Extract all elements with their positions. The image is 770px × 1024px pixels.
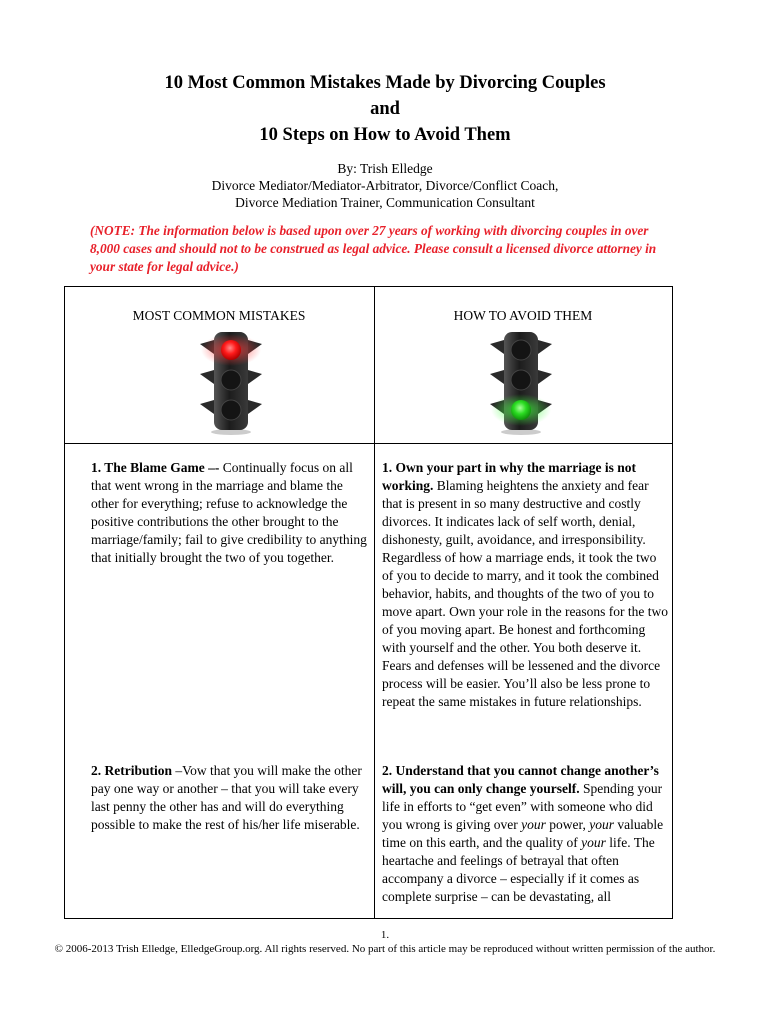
red-traffic-light-icon xyxy=(194,330,268,436)
avoid-2-text-c: valuable time on this earth, and the quality of xyxy=(382,817,664,850)
legal-note: (NOTE: The information below is based upon over 27 years of working with divorcing couples in over 8,000 cases and should not to be construed as legal advice. Please consult a licensed divorce attorney in your state for legal advice.) xyxy=(90,223,657,274)
avoid-1-text: Blaming heightens the anxiety and fear that is present in so many destructive and costly divorces. It indicates lack of self worth, denial, dishonesty, guilt, avoidance, and irresponsibility. Regardless of how a marriage ends, it took the two of you to decide to marry, and it took the combined behavior, habits, and thoughts of the two of you to move apart. Own your role in the reasons for the two of you moving apart. Be honest and forthcoming with yourself and the other. You both deserve it. Fears and defenses will be lessened and the divorce process will be easier. You’ll also be less prone to repeat the same mistakes in future relationships. xyxy=(382,478,669,709)
credentials-line-1: Divorce Mediator/Mediator-Arbitrator, Divorce/Conflict Coach, xyxy=(211,178,559,193)
mistake-2 xyxy=(91,762,369,834)
mistake-2-title: 2. Retribution xyxy=(91,763,172,778)
avoid-2-text-b: power, xyxy=(545,817,590,832)
mistake-1 xyxy=(91,459,369,567)
mistake-2-text: –Vow that you will make the other pay one way or another – that you will take every last penny the other has and will do everything possible to make the rest of his/her life miserable. xyxy=(91,763,362,832)
mistake-1-title: 1. The Blame Game –- xyxy=(91,460,220,475)
avoid-2-title: 2. Understand that you cannot change another’s will, you can only change yourself. xyxy=(382,763,659,796)
avoid-2-text-d: life. The heartache and feelings of betrayal that often accompany a divorce – especially if it comes as complete surprise – can be devastating, all xyxy=(382,835,655,904)
copyright-notice: © 2006-2013 Trish Elledge, ElledgeGroup.org. All rights reserved. No part of this article may be reproduced without written permission of the author. xyxy=(54,943,716,955)
avoid-2-emphasis-2: your xyxy=(589,817,614,832)
table-divider-column xyxy=(374,286,375,918)
avoid-1 xyxy=(382,459,670,711)
mistake-1-text: Continually focus on all that went wrong in the marriage and blame the other for everything; refuse to acknowledge the positive contributions the other brought to the marriage/family; fail to give credibility to anything that initially brought the two of you together. xyxy=(91,460,367,565)
title-line-1: 10 Most Common Mistakes Made by Divorcing Couples xyxy=(164,73,606,93)
green-traffic-light-icon xyxy=(484,330,558,436)
avoid-2-text-a: Spending your life in efforts to “get even” with someone who did you wrong is giving over xyxy=(382,781,663,832)
document-title xyxy=(0,70,770,148)
table-border-bottom xyxy=(64,918,673,919)
table-border-left xyxy=(64,286,65,918)
avoid-2-emphasis-1: your xyxy=(521,817,546,832)
table-border-right xyxy=(672,286,673,918)
table-border-top xyxy=(64,286,673,287)
page-number: 1. xyxy=(380,929,390,941)
title-line-2: and xyxy=(370,99,400,119)
byline xyxy=(0,160,770,211)
column-header-avoid: HOW TO AVOID THEM xyxy=(453,308,593,323)
avoid-1-title: 1. Own your part in why the marriage is not working. xyxy=(382,460,637,493)
title-line-3: 10 Steps on How to Avoid Them xyxy=(259,125,511,145)
avoid-2-emphasis-3: your xyxy=(581,835,606,850)
credentials-line-2: Divorce Mediation Trainer, Communication Consultant xyxy=(235,195,535,210)
page-footer xyxy=(40,928,730,956)
mistakes-table xyxy=(64,286,673,918)
author: By: Trish Elledge xyxy=(337,161,433,176)
column-header-mistakes: MOST COMMON MISTAKES xyxy=(132,308,306,323)
table-divider-header xyxy=(64,443,673,444)
avoid-2 xyxy=(382,762,670,906)
